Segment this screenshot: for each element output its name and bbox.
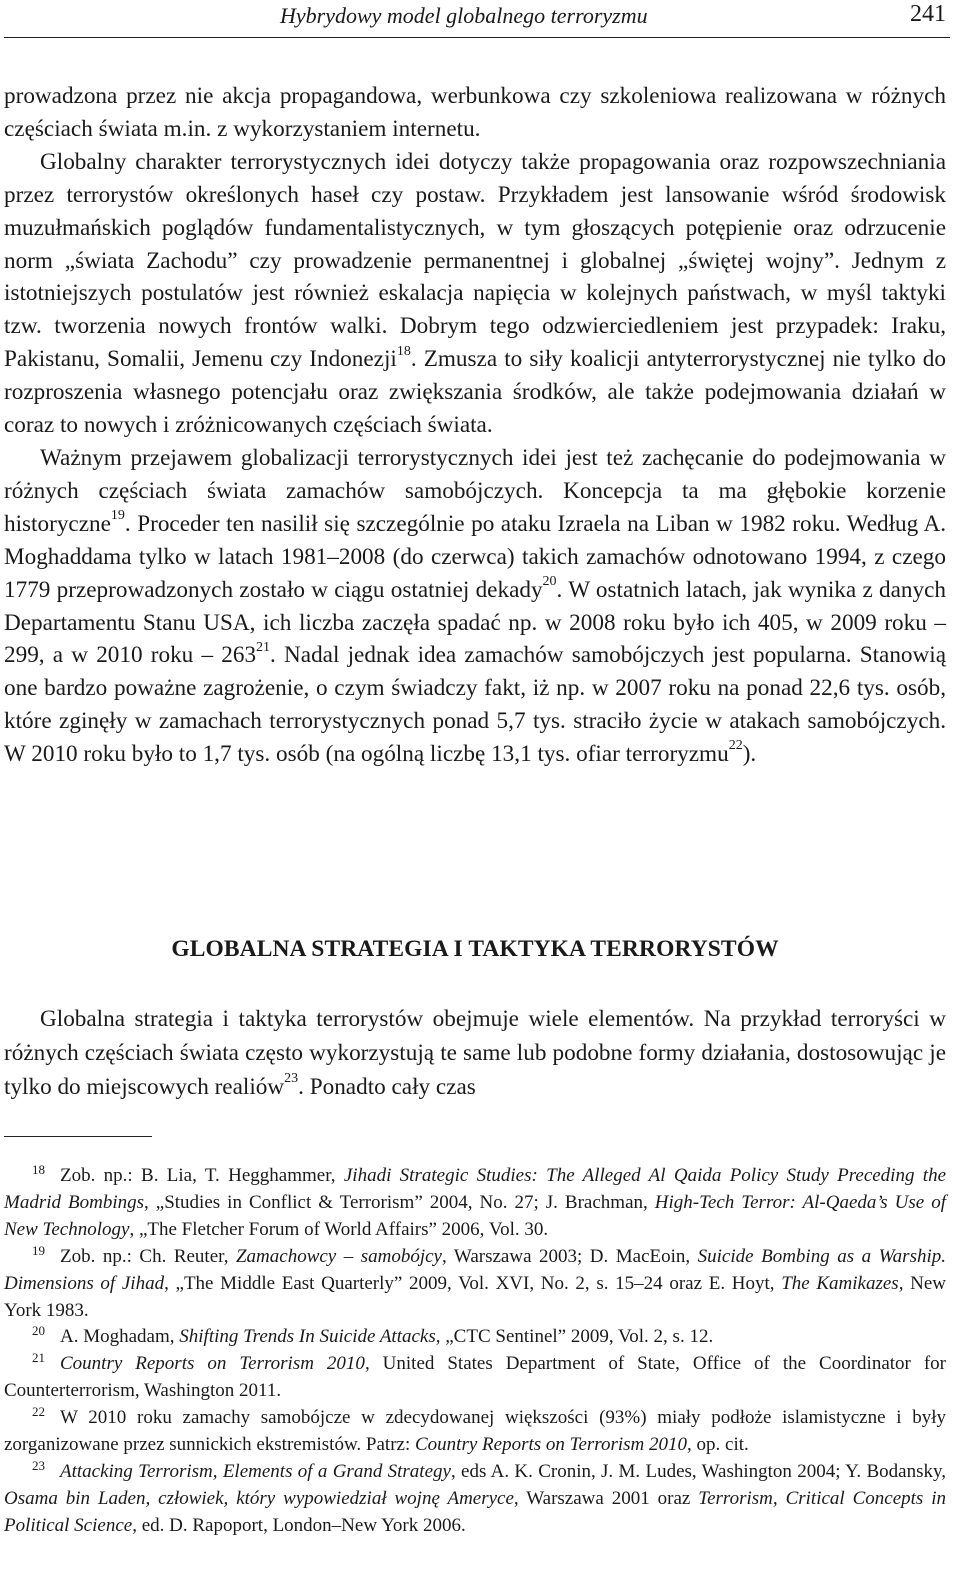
page-number: 241: [910, 1, 946, 27]
footnote-title: Suicide Bombing as a Warship. Dimensions of Jihad: [4, 1245, 946, 1294]
footnote-title: Terrorism, Critical Concepts in Political Science: [4, 1487, 947, 1536]
footnote-text: , New York 1983.: [4, 1272, 947, 1321]
footnote-text: , „CTC Sentinel” 2009, Vol. 2, s. 12.: [435, 1326, 714, 1348]
paragraph-2-text-b: . Zmusza to siły koalicji antyterrorystycznej nie tylko do rozproszenia własnego potencjału oraz zwiększania środków, ale także podejmowania działań w coraz to nowych i zróżnicowanych częściach świata.: [4, 346, 946, 439]
footnote-19: [4, 1244, 946, 1325]
footnote-ref-22[interactable]: 22: [728, 738, 743, 754]
footnote-ref-21[interactable]: 21: [256, 639, 271, 655]
footnote-text: W 2010 roku zamachy samobójcze w zdecydowanej większości (93%) miały podłoże islamistyczne i były zorganizowane przez sunnickich ekstremistów. Patrz:: [4, 1407, 946, 1456]
footnote-number: 21: [32, 1350, 45, 1366]
section-paragraph-1-text-b: . Ponadto cały czas: [298, 1074, 476, 1100]
paragraph-1-text: prowadzona przez nie akcja propagandowa, werbunkowa czy szkoleniowa realizowana w różnych częściach świata m.in. z wykorzystaniem internetu.: [4, 83, 946, 142]
running-title: Hybrydowy model globalnego terroryzmu: [280, 3, 648, 28]
paragraph-3-text-a: Ważnym przejawem globalizacji terrorystycznych idei jest też zachęcanie do podejmowania w różnych częściach świata zamachów samobójczych. Koncepcja ta ma głębokie korzenie historyczne: [4, 444, 946, 537]
page-header: [4, 0, 950, 38]
footnote-number: 20: [32, 1323, 45, 1339]
paragraph-3-text-e: ).: [742, 741, 757, 768]
footnote-text: , op. cit.: [687, 1434, 749, 1456]
paragraph-2: [4, 146, 946, 442]
footnote-text: , United States Department of State, Office of the Coordinator for Counterterrorism, Washington 2011.: [4, 1353, 947, 1402]
paragraph-2-text-a: Globalny charakter terrorystycznych idei dotyczy także propagowania oraz rozpowszechniania przez terrorystów określonych haseł czy postaw. Przykładem jest lansowanie wśród środowisk muzułmańskich poglądów fundamentalistycznych, w tym głoszących potępienie oraz odrzucenie norm „świata Zachodu” czy prowadzenie permanentnej i globalnej „świętej wojny”. Jednym z istotniejszych postulatów jest również eskalacja napięcia w kolejnych państwach, w myśl taktyki tzw. tworzenia nowych frontów walki. Dobrym tego odzwierciedleniem jest przypadek: Iraku, Pakistanu, Somalii, Jemenu czy Indonezji: [4, 148, 946, 373]
footnote-title: Jihadi Strategic Studies: The Alleged Al Qaida Policy Study Preceding the Madrid Bombings: [4, 1165, 947, 1213]
footnote-text: , Warszawa 2001 oraz: [513, 1487, 699, 1509]
footnote-separator: [4, 1136, 152, 1137]
paragraph-3-text-c: . W ostatnich latach, jak wynika z danych Departamentu Stanu USA, ich liczba zaczęła spadać np. w 2008 roku było ich 405, w 2009 roku – 299, a w 2010 roku – 263: [4, 576, 946, 669]
footnote-number: 22: [32, 1404, 45, 1420]
footnote-number: 23: [32, 1457, 45, 1473]
section-paragraph-1: [4, 1002, 946, 1104]
section-text: [4, 1002, 946, 1104]
paragraph-3-text-b: . Proceder ten nasilił się szczególnie po ataku Izraela na Liban w 1982 roku. Według A. Moghaddama tylko w latach 1981–2008 (do czerwca) takich zamachów odnotowano 1994, z czego 1779 przeprowadzonych zostało w ciągu ostatniej dekady: [4, 510, 946, 603]
paragraph-1: [4, 80, 946, 146]
paragraph-3: [4, 442, 946, 771]
footnote-20: [4, 1324, 946, 1351]
footnote-21: [4, 1351, 946, 1405]
section-paragraph-1-text-a: Globalna strategia i taktyka terrorystów obejmuje wiele elementów. Na przykład terroryści w różnych częściach świata często wykorzystują te same lub podobne formy działania, dostosowując je tylko do miejscowych realiów: [4, 1006, 946, 1100]
footnote-title: High-Tech Terror: Al-Qaeda’s Use of New Technology: [4, 1191, 947, 1240]
footnote-22: [4, 1405, 946, 1459]
footnote-title: The Kamikazes: [781, 1272, 899, 1294]
footnote-ref-23[interactable]: 23: [284, 1071, 299, 1087]
footnote-text: , ed. D. Rapoport, London–New York 2006.: [132, 1514, 466, 1536]
footnote-ref-20[interactable]: 20: [542, 573, 557, 589]
footnote-text: A. Moghadam,: [60, 1326, 180, 1348]
footnote-ref-18[interactable]: 18: [396, 343, 411, 359]
footnote-text: , Warszawa 2003; D. MacEoin,: [442, 1245, 698, 1267]
paragraph-3-text-d: . Nadal jednak idea zamachów samobójczych jest popularna. Stanowią one bardzo poważne zagrożenie, o czym świadczy fakt, iż np. w 2007 roku na ponad 22,6 tys. osób, które zginęły w zamachach terrorystycznych ponad 5,7 tys. straciło życie w atakach samobójczych. W 2010 roku było to 1,7 tys. osób (na ogólną liczbę 13,1 tys. ofiar terroryzmu: [4, 642, 946, 768]
footnotes: [4, 1163, 946, 1540]
footnote-title: Country Reports on Terrorism 2010: [60, 1353, 365, 1375]
main-text: [4, 80, 946, 771]
footnote-ref-19[interactable]: 19: [110, 508, 125, 524]
footnote-title: Shifting Trends In Suicide Attacks: [179, 1326, 436, 1348]
footnote-number: 18: [32, 1162, 45, 1177]
footnote-title: Country Reports on Terrorism 2010: [415, 1434, 688, 1456]
footnote-18: [4, 1163, 946, 1244]
section-heading: GLOBALNA STRATEGIA I TAKTYKA TERRORYSTÓW: [171, 936, 779, 962]
footnote-text: , eds A. K. Cronin, J. M. Ludes, Washington 2004; Y. Bodansky,: [450, 1460, 946, 1482]
footnote-title: Attacking Terrorism, Elements of a Grand Strategy: [60, 1460, 451, 1482]
footnote-text: , „The Middle East Quarterly” 2009, Vol. XVI, No. 2, s. 15–24 oraz E. Hoyt,: [164, 1272, 782, 1294]
footnote-text: Zob. np.: Ch. Reuter,: [60, 1245, 236, 1267]
footnote-23: [4, 1459, 946, 1540]
footnote-title: Zamachowcy – samobójcy: [235, 1245, 442, 1267]
footnote-text: , „The Fletcher Forum of World Affairs” 2006, Vol. 30.: [129, 1218, 549, 1240]
footnote-number: 19: [32, 1242, 45, 1258]
footnote-title: Osama bin Laden, człowiek, który wypowiedział wojnę Ameryce: [4, 1487, 514, 1509]
footnote-text: , „Studies in Conflict & Terrorism” 2004, No. 27; J. Brachman,: [144, 1191, 655, 1213]
footnote-text: Zob. np.: B. Lia, T. Hegghammer,: [60, 1165, 344, 1186]
